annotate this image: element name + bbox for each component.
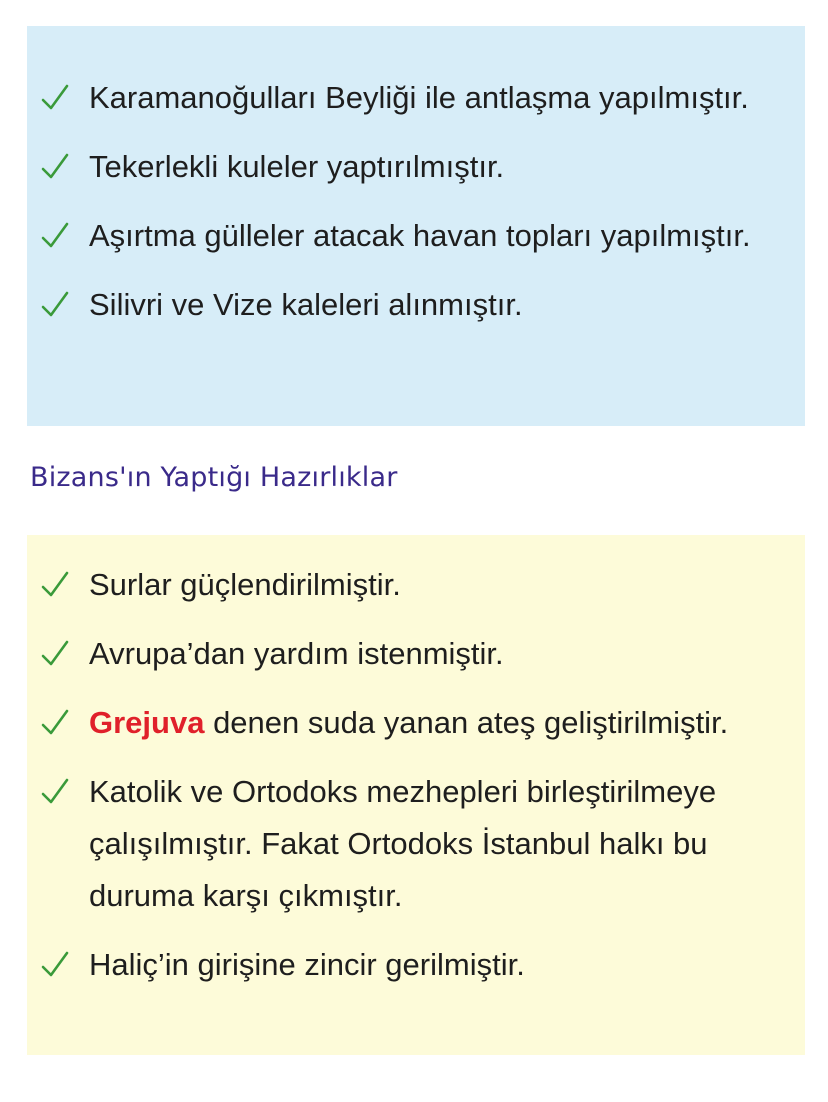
checkmark-icon — [39, 939, 73, 991]
byzantium-preparations-box — [27, 535, 805, 1055]
list-item — [27, 628, 805, 680]
list-item-text: Aşırtma gülleler atacak havan topları yapılmıştır. — [89, 218, 751, 253]
list-item — [27, 72, 805, 124]
checkmark-icon — [39, 279, 73, 331]
list-item-text: Karamanoğulları Beyliği ile antlaşma yapılmıştır. — [89, 80, 749, 115]
list-item — [27, 210, 805, 262]
list-item-text: Tekerlekli kuleler yaptırılmıştır. — [89, 149, 505, 184]
checkmark-icon — [39, 210, 73, 262]
list-item-text: denen suda yanan ateş geliştirilmiştir. — [204, 705, 729, 740]
checkmark-icon — [39, 697, 73, 749]
section-title: Bizans'ın Yaptığı Hazırlıklar — [30, 462, 398, 493]
list-item-text: Avrupa’dan yardım istenmiştir. — [89, 636, 504, 671]
list-item — [27, 559, 805, 611]
ottoman-preparations-box — [27, 26, 805, 426]
checkmark-icon — [39, 559, 73, 611]
list-item — [27, 697, 805, 749]
list-item — [27, 279, 805, 331]
highlighted-term: Grejuva — [89, 705, 205, 740]
list-item-text: Surlar güçlendirilmiştir. — [89, 567, 401, 602]
checkmark-icon — [39, 628, 73, 680]
list-item-text: Haliç’in girişine zincir gerilmiştir. — [89, 947, 525, 982]
list-item-text: Katolik ve Ortodoks mezhepleri birleştirilmeye çalışılmıştır. Fakat Ortodoks İstanbul halkı bu duruma karşı çıkmıştır. — [89, 774, 717, 913]
checkmark-icon — [39, 766, 73, 818]
list-item — [27, 766, 805, 922]
checkmark-icon — [39, 72, 73, 124]
list-item — [27, 939, 805, 991]
list-item-text: Silivri ve Vize kaleleri alınmıştır. — [89, 287, 523, 322]
checkmark-icon — [39, 141, 73, 193]
list-item — [27, 141, 805, 193]
